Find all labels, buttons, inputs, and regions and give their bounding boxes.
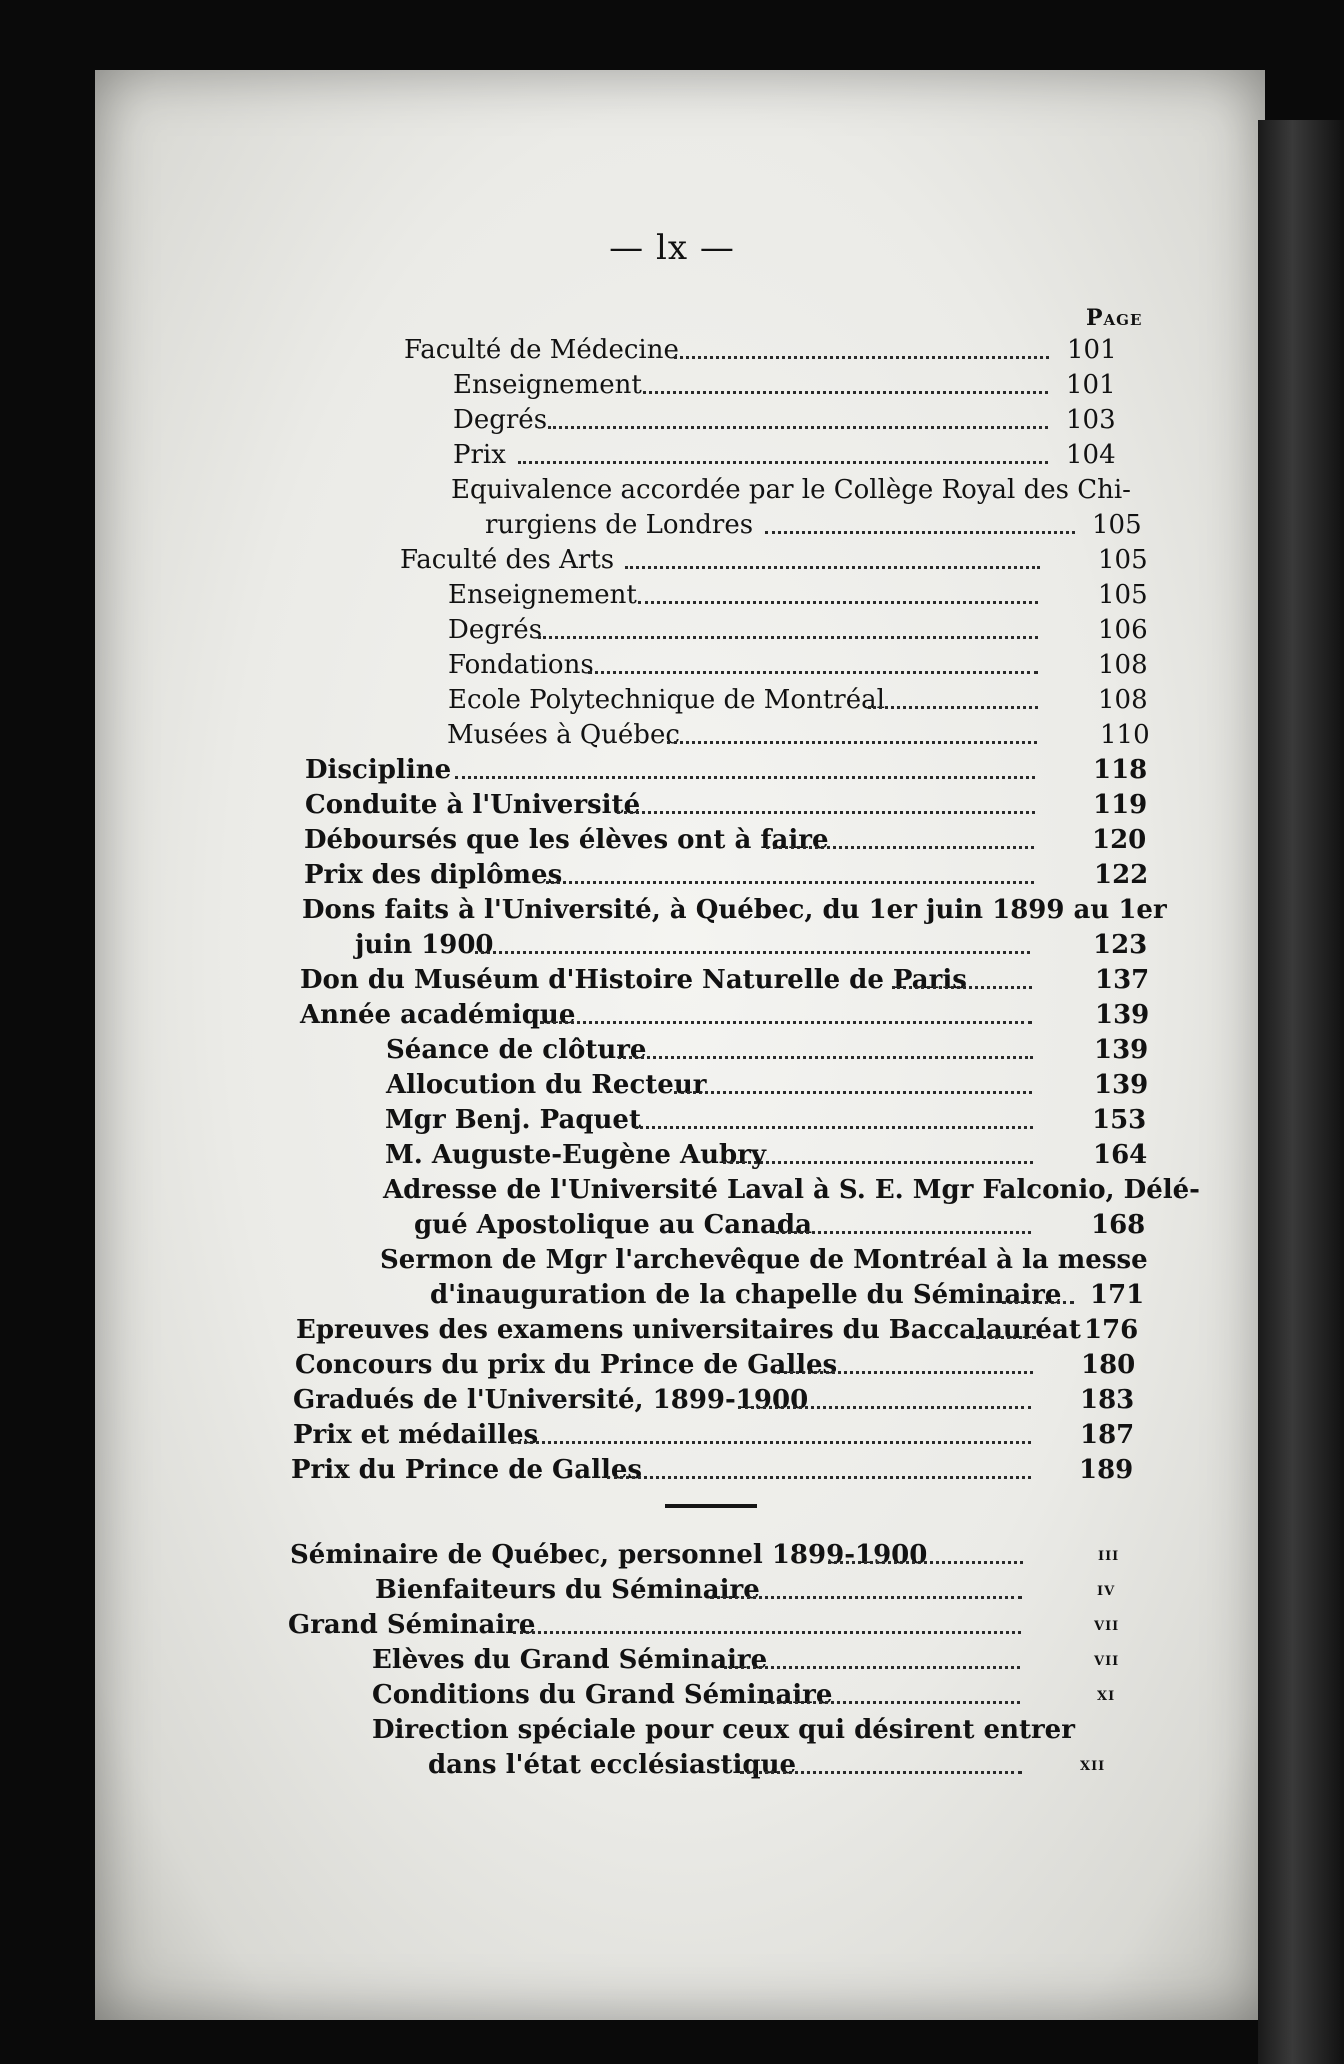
toc-entry-continuation	[414, 1208, 1146, 1242]
toc-entry	[293, 1383, 1133, 1417]
dot-leader	[475, 951, 1030, 954]
dot-leader	[638, 601, 1038, 604]
toc-entry-title-continued: rurgiens de Londres	[485, 510, 754, 540]
toc-entry	[385, 1138, 1148, 1172]
toc-entry-page: 187	[1080, 1420, 1135, 1450]
dot-leader	[588, 671, 1038, 674]
toc-entry-page: 101	[1066, 370, 1116, 400]
dot-leader	[548, 426, 1048, 429]
dot-leader	[618, 1056, 1033, 1059]
dot-leader	[738, 1406, 1031, 1409]
toc-entry-page: 120	[1092, 825, 1147, 855]
toc-entry	[453, 403, 1123, 437]
toc-entry	[305, 753, 1148, 787]
toc-entry-page: iii	[1098, 1544, 1120, 1565]
toc-entry-page: vii	[1094, 1614, 1120, 1635]
toc-entry	[300, 963, 1150, 997]
toc-entry	[295, 1348, 1136, 1382]
toc-entry-title: Epreuves des examens universitaires du Baccalauréat	[296, 1315, 1081, 1345]
toc-entry-title: Dons faits à l'Université, à Québec, du 1er juin 1899 au 1er	[302, 895, 1167, 925]
dot-leader	[546, 881, 1034, 884]
dot-leader	[710, 1596, 1022, 1599]
toc-entry-title: M. Auguste-Eugène Aubry	[385, 1140, 767, 1170]
dot-leader	[617, 811, 1035, 814]
toc-entry	[304, 823, 1147, 857]
page-number: — lx —	[609, 228, 735, 268]
dot-leader	[643, 391, 1048, 394]
toc-entry-title: Grand Séminaire	[288, 1610, 536, 1640]
toc-entry-page: xii	[1080, 1754, 1106, 1775]
toc-entry-continuation	[428, 1748, 1128, 1782]
toc-entry-title: Degrés	[453, 405, 548, 435]
toc-entry	[447, 718, 1150, 752]
page-edge-shadow	[1258, 120, 1344, 2064]
toc-entry	[448, 578, 1148, 612]
toc-entry-title: Mgr Benj. Paquet	[385, 1105, 641, 1135]
toc-entry-title: Prix et médailles	[293, 1420, 539, 1450]
dot-leader	[538, 636, 1038, 639]
toc-entry-title: Bienfaiteurs du Séminaire	[375, 1575, 760, 1605]
toc-entry	[304, 858, 1149, 892]
toc-entry-page: 164	[1093, 1140, 1148, 1170]
toc-entry	[290, 1538, 1125, 1572]
dot-leader	[518, 461, 1048, 464]
toc-entry-title: Adresse de l'Université Laval à S. E. Mgr Falconio, Délé-	[383, 1175, 1200, 1205]
toc-entry-page: 110	[1100, 720, 1150, 750]
toc-entry-title: Séminaire de Québec, personnel 1899-1900	[290, 1540, 928, 1570]
toc-entry	[386, 1068, 1149, 1102]
toc-entry-title-continued: d'inauguration de la chapelle du Séminaire	[430, 1280, 1062, 1310]
dot-leader	[674, 356, 1049, 359]
dot-leader	[455, 776, 1035, 779]
toc-entry	[385, 1103, 1147, 1137]
dot-leader	[892, 986, 1032, 989]
toc-entry	[453, 368, 1123, 402]
toc-entry-continuation	[485, 508, 1142, 542]
toc-entry	[448, 613, 1148, 647]
toc-entry-title: Gradués de l'Université, 1899-1900	[293, 1385, 809, 1415]
toc-entry-title: Ecole Polytechnique de Montréal	[448, 685, 885, 715]
toc-entry-page: 101	[1067, 335, 1117, 365]
toc-entry-title: Enseignement	[448, 580, 637, 610]
toc-entry-page: 122	[1094, 860, 1149, 890]
toc-entry-continuation	[430, 1278, 1145, 1312]
toc-entry	[400, 543, 1148, 577]
toc-entry	[404, 333, 1124, 367]
toc-entry-title: Equivalence accordée par le Collège Royal des Chi-	[451, 475, 1131, 505]
toc-entry-page: 105	[1092, 510, 1142, 540]
dot-leader	[667, 741, 1037, 744]
toc-entry	[372, 1643, 1127, 1677]
dot-leader	[765, 531, 1075, 534]
toc-entry-title: Conduite à l'Université	[305, 790, 641, 820]
toc-entry-title: Allocution du Recteur	[386, 1070, 707, 1100]
toc-entry-title: Déboursés que les élèves ont à faire	[304, 825, 829, 855]
toc-entry	[448, 648, 1148, 682]
toc-entry-page: 108	[1098, 685, 1148, 715]
dot-leader	[776, 1231, 1031, 1234]
dot-leader	[976, 1336, 1036, 1339]
dot-leader	[764, 1701, 1020, 1704]
toc-entry-page: 171	[1090, 1280, 1145, 1310]
toc-entry-page: 139	[1095, 1000, 1150, 1030]
toc-entry-title: Séance de clôture	[386, 1035, 647, 1065]
toc-entry-title: Elèves du Grand Séminaire	[372, 1645, 768, 1675]
toc-entry-page: 119	[1093, 790, 1148, 820]
toc-entry	[375, 1573, 1125, 1607]
toc-entry-title-continued: dans l'état ecclésiastique	[428, 1750, 797, 1780]
toc-entry-page: 108	[1098, 650, 1148, 680]
section-separator	[665, 1504, 757, 1508]
toc-entry-title: Conditions du Grand Séminaire	[372, 1680, 833, 1710]
dot-leader	[828, 1561, 1023, 1564]
toc-entry-wrapped	[383, 1173, 1200, 1207]
toc-entry	[386, 1033, 1149, 1067]
toc-entry-page: 176	[1084, 1315, 1139, 1345]
toc-entry-title: Prix du Prince de Galles	[291, 1455, 643, 1485]
toc-entry-title: Sermon de Mgr l'archevêque de Montréal à la messe	[380, 1245, 1148, 1275]
toc-entry-wrapped	[302, 893, 1167, 927]
toc-entry-title: Faculté de Médecine	[404, 335, 679, 365]
dot-leader	[540, 1021, 1032, 1024]
toc-entry-page: iv	[1097, 1579, 1116, 1600]
toc-entry	[305, 788, 1148, 822]
toc-entry-page: 139	[1094, 1035, 1149, 1065]
dot-leader	[513, 1631, 1021, 1634]
toc-entry-title: Musées à Québec	[447, 720, 680, 750]
toc-entry-page: 106	[1098, 615, 1148, 645]
toc-entry-page: xi	[1097, 1684, 1116, 1705]
dot-leader	[607, 1476, 1031, 1479]
toc-entry	[448, 683, 1148, 717]
dot-leader	[635, 1126, 1033, 1129]
toc-entry-page: 180	[1081, 1350, 1136, 1380]
dot-leader	[777, 1371, 1033, 1374]
toc-entry	[291, 1453, 1134, 1487]
toc-entry-page: 168	[1091, 1210, 1146, 1240]
toc-entry-title-continued: gué Apostolique au Canada	[414, 1210, 812, 1240]
dot-leader	[740, 1771, 1022, 1774]
toc-entry-title: Enseignement	[453, 370, 642, 400]
toc-entry-title: Discipline	[305, 755, 452, 785]
toc-entry-page: 153	[1092, 1105, 1147, 1135]
toc-entry	[300, 998, 1150, 1032]
dot-leader	[625, 566, 1040, 569]
toc-entry	[372, 1678, 1127, 1712]
toc-entry-page: vii	[1094, 1649, 1120, 1670]
toc-entry	[453, 438, 1123, 472]
toc-entry-page: 105	[1098, 580, 1148, 610]
dot-leader	[868, 706, 1038, 709]
page-column-header: Page	[1086, 305, 1143, 331]
toc-entry-title: Prix des diplômes	[304, 860, 563, 890]
toc-entry-title: Fondations	[448, 650, 594, 680]
dot-leader	[766, 846, 1034, 849]
toc-entry-page: 137	[1095, 965, 1150, 995]
toc-entry-page: 105	[1098, 545, 1148, 575]
dot-leader	[511, 1441, 1031, 1444]
toc-entry-title: Année académique	[300, 1000, 576, 1030]
dot-leader	[723, 1161, 1033, 1164]
toc-entry-wrapped	[380, 1243, 1148, 1277]
dot-leader	[724, 1666, 1020, 1669]
toc-entry-wrapped	[372, 1713, 1132, 1747]
toc-entry-wrapped	[451, 473, 1131, 507]
toc-entry-title-continued: juin 1900	[355, 930, 494, 960]
toc-entry-page: 139	[1094, 1070, 1149, 1100]
toc-entry-page: 189	[1079, 1455, 1134, 1485]
toc-entry-continuation	[355, 928, 1148, 962]
toc-entry-title: Don du Muséum d'Histoire Naturelle de Paris	[300, 965, 967, 995]
toc-entry-title: Prix	[453, 440, 506, 470]
toc-entry-page: 183	[1080, 1385, 1135, 1415]
toc-entry	[288, 1608, 1128, 1642]
dot-leader	[674, 1091, 1032, 1094]
toc-entry-page: 123	[1093, 930, 1148, 960]
toc-entry-title: Concours du prix du Prince de Galles	[295, 1350, 838, 1380]
toc-entry	[293, 1418, 1133, 1452]
toc-entry-page: 104	[1066, 440, 1116, 470]
toc-entry-page: 103	[1066, 405, 1116, 435]
dot-leader	[1002, 1301, 1074, 1304]
toc-entry-title: Faculté des Arts	[400, 545, 615, 575]
toc-entry-title: Degrés	[448, 615, 543, 645]
toc-entry-title: Direction spéciale pour ceux qui désirent entrer	[372, 1715, 1075, 1745]
toc-entry-page: 118	[1093, 755, 1148, 785]
toc-entry	[296, 1313, 1139, 1347]
